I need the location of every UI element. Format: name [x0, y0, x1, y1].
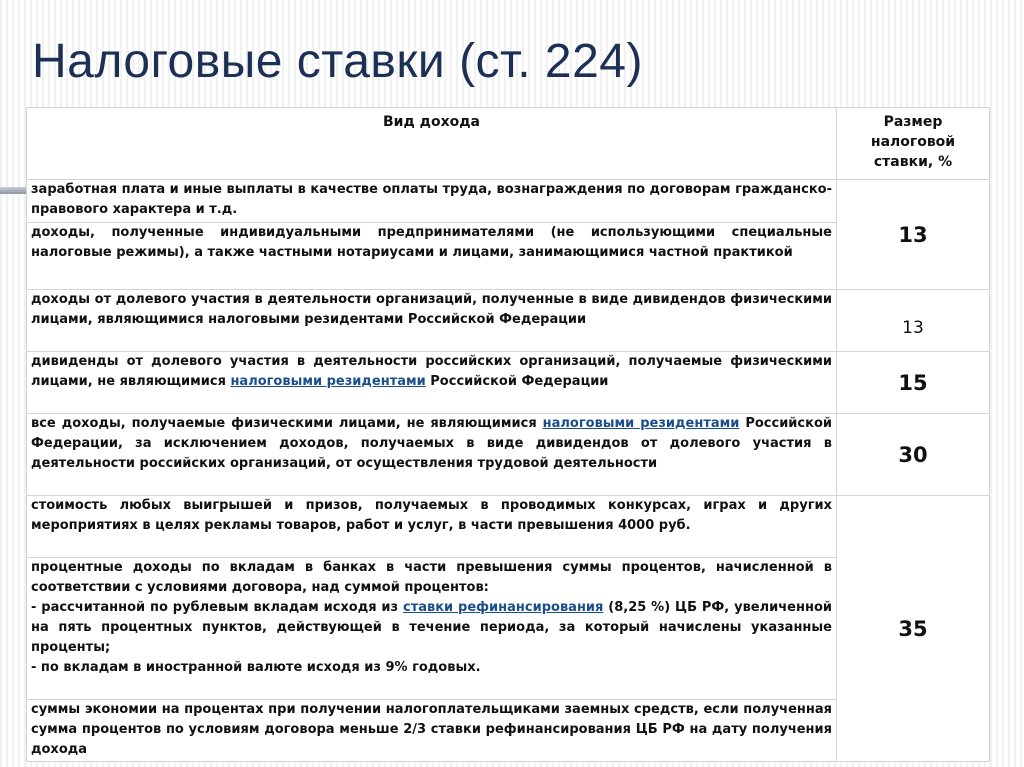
row-text: Российской Федерации, за исключением доходов, получаемых в виде дивидендов от долевого участия в деятельности российских организаций, от осуществления трудовой деятельности: [31, 416, 832, 471]
rate-15: 15: [837, 352, 990, 414]
table-row: [27, 352, 990, 414]
link-tax-residents[interactable]: налоговыми резидентами: [230, 374, 426, 389]
header-rate: Размер налоговой ставки, %: [837, 108, 990, 180]
income-dividends-nonresidents: [27, 352, 837, 414]
income-wages: заработная плата и иные выплаты в качестве оплаты труда, вознаграждения по договорам гражданско-правового характера и т.д.: [27, 180, 837, 223]
tax-rates-table: [26, 107, 990, 762]
income-interest-savings: суммы экономии на процентах при получении налогоплательщиками заемных средств, если полученная сумма процентов по условиям договора меньше 2/3 ставки рефинансирования ЦБ РФ на дату получения дохода: [27, 700, 837, 762]
table-header-row: [27, 108, 990, 180]
row-text: - по вкладам в иностранной валюте исходя из 9% годовых.: [31, 660, 481, 675]
link-refinancing-rate[interactable]: ставки рефинансирования: [402, 600, 604, 615]
income-prizes: стоимость любых выигрышей и призов, получаемых в проводимых конкурсах, играх и других мероприятиях в целях рекламы товаров, работ и услуг, в части превышения 4000 руб.: [27, 496, 837, 558]
rate-35: 35: [837, 496, 990, 762]
table-row: [27, 414, 990, 496]
row-text: дивиденды от долевого участия в деятельности российских организаций, получаемые физическими лицами, не являющимися: [31, 354, 832, 389]
income-entrepreneurs: доходы, полученные индивидуальными предпринимателями (не использующими специальные налоговые режимы), а также частными нотариусами и лицами, занимающимися частной практикой: [27, 223, 837, 290]
link-tax-residents[interactable]: налоговыми резидентами: [542, 416, 740, 431]
header-income-type: Вид дохода: [27, 108, 837, 180]
row-text: все доходы, получаемые физическими лицами, не являющимися: [31, 416, 543, 431]
rate-13: 13: [837, 180, 990, 290]
table-row: [27, 496, 990, 558]
rate-30: 30: [837, 414, 990, 496]
row-text: Российской Федерации: [425, 374, 609, 389]
row-text: - рассчитанной по рублевым вкладам исходя из ставки рефинансирования (8,25 %) ЦБ РФ, увеличенной на пять процентных пунктов, действующей в течение периода, за который начислены указанные проценты;: [31, 600, 832, 655]
table-row: [27, 290, 990, 352]
table-row: [27, 180, 990, 223]
income-bank-interest: [27, 558, 837, 700]
income-nonresidents-all: [27, 414, 837, 496]
accent-bar: [0, 187, 28, 194]
slide-title: Налоговые ставки (ст. 224): [32, 35, 643, 88]
rate-13-dividends: 13: [837, 290, 990, 352]
row-text: процентные доходы по вкладам в банках в части превышения суммы процентов, начисленной в соответствии с условиями договора, над суммой процентов:: [31, 560, 832, 595]
income-dividends-residents: доходы от долевого участия в деятельности организаций, полученные в виде дивидендов физическими лицами, являющимися налоговыми резидентами Российской Федерации: [27, 290, 837, 352]
